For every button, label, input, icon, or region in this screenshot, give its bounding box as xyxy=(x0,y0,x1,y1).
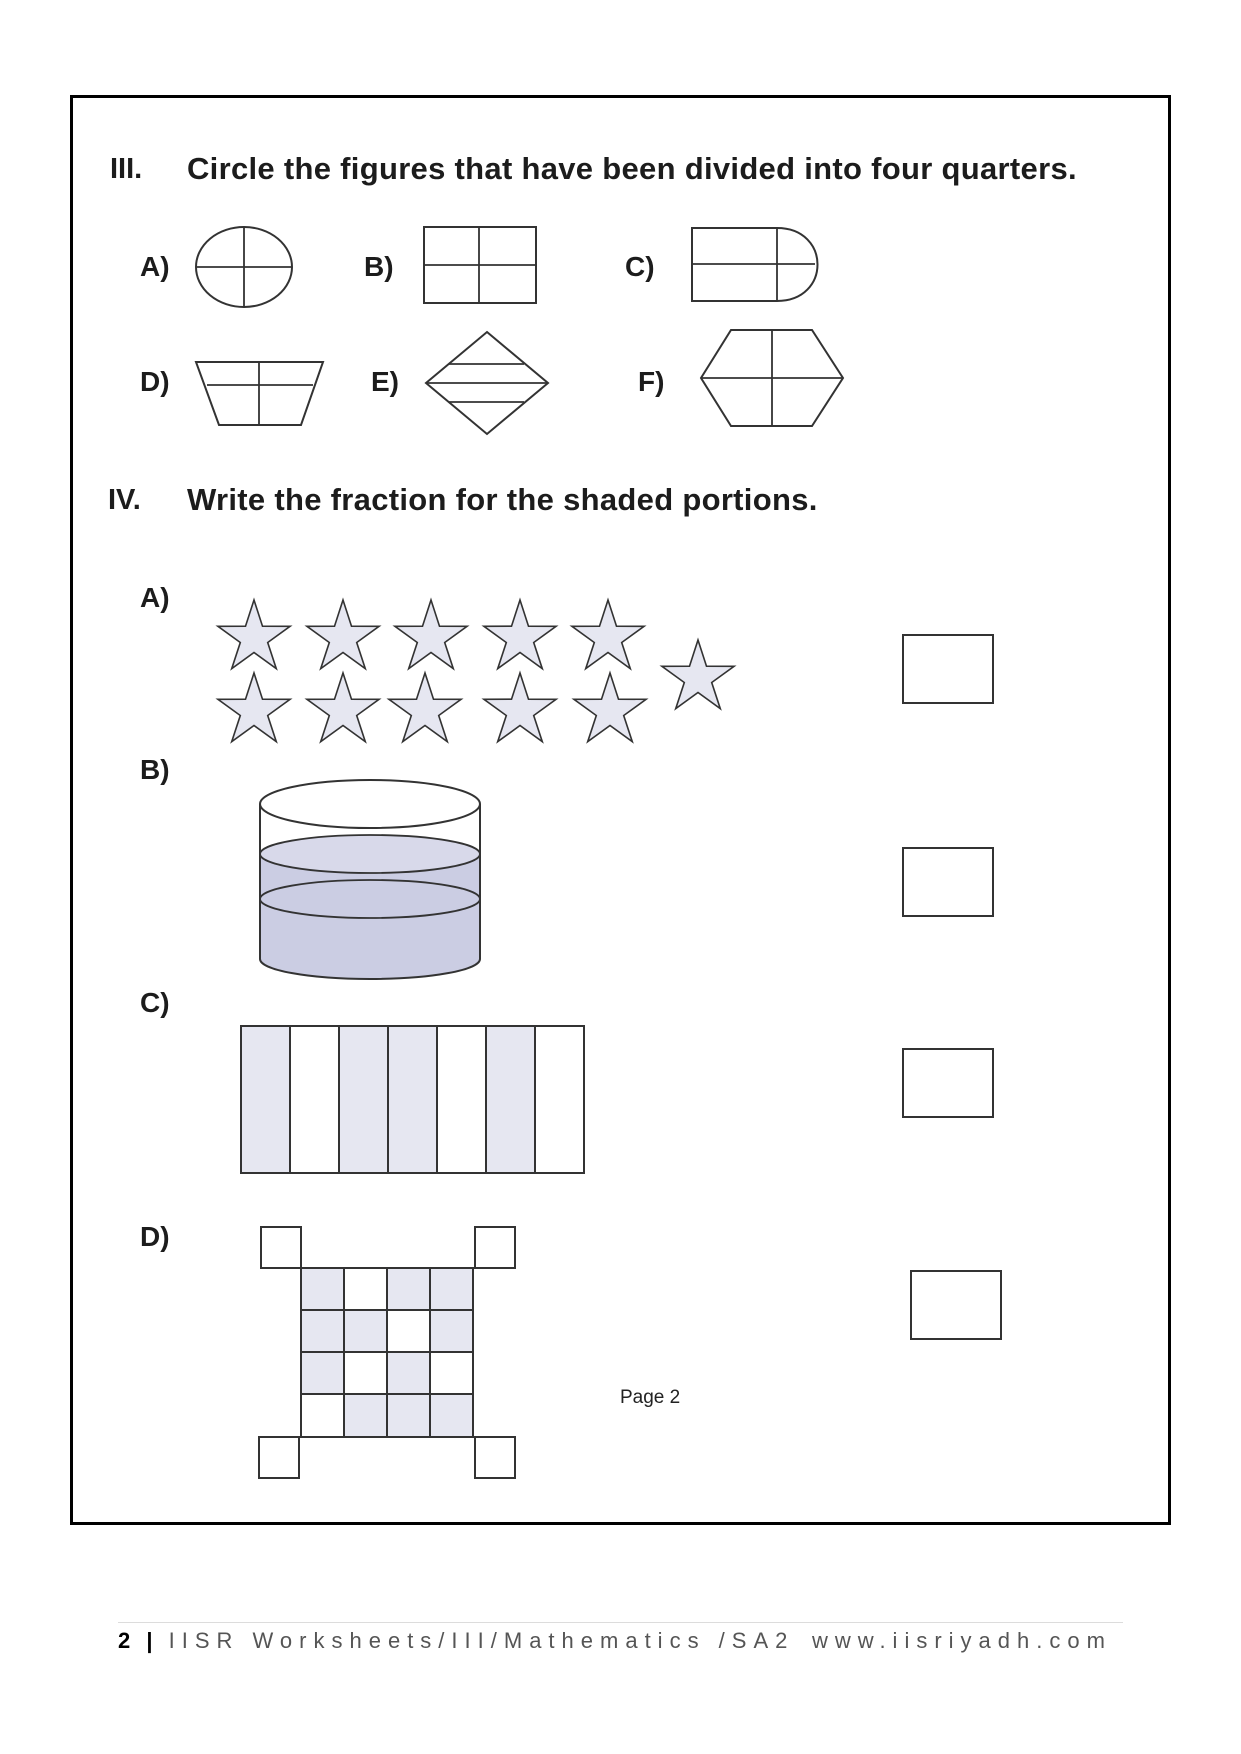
part-b-label: B) xyxy=(140,754,170,785)
footer-path xyxy=(118,1628,794,1654)
option-e-label: E) xyxy=(371,366,399,397)
figure-b-rectangle[interactable] xyxy=(423,226,538,306)
figure-c-half-round[interactable] xyxy=(691,227,831,303)
section4-number: IV. xyxy=(108,484,141,516)
star xyxy=(484,600,556,669)
star xyxy=(395,600,467,669)
grid-cell xyxy=(430,1394,473,1437)
grid-cell xyxy=(430,1310,473,1352)
grid-cell xyxy=(344,1352,387,1394)
grid-cell xyxy=(387,1268,430,1310)
grid-figure xyxy=(256,1224,520,1484)
option-f-label: F) xyxy=(638,366,665,397)
part-d-label: D) xyxy=(140,1221,170,1252)
option-b-label: B) xyxy=(364,251,394,282)
part-a-label: A) xyxy=(140,582,170,613)
strip xyxy=(486,1026,535,1173)
footer-separator: | xyxy=(146,1628,156,1653)
grid-cell xyxy=(387,1310,430,1352)
grid-cell xyxy=(344,1394,387,1437)
strip xyxy=(241,1026,290,1173)
section3-number: III. xyxy=(110,153,143,185)
answer-box-d[interactable] xyxy=(910,1270,1002,1340)
grid-cell xyxy=(430,1352,473,1394)
stars-figure xyxy=(210,598,750,748)
star xyxy=(484,673,556,742)
strip xyxy=(535,1026,584,1173)
corner-square xyxy=(475,1227,515,1268)
cylinder-figure xyxy=(258,778,484,984)
strip xyxy=(339,1026,388,1173)
answer-box-a[interactable] xyxy=(902,634,994,704)
star xyxy=(572,600,644,669)
star xyxy=(389,673,461,742)
grid-cell xyxy=(344,1310,387,1352)
strip xyxy=(290,1026,339,1173)
figure-f-hexagon[interactable] xyxy=(699,328,845,428)
star xyxy=(574,673,646,742)
footer-divider xyxy=(118,1622,1123,1623)
grid-cell xyxy=(430,1268,473,1310)
footer-path-text: IISR Worksheets/III/Mathematics /SA2 xyxy=(168,1628,795,1653)
grid-cell xyxy=(301,1268,344,1310)
star xyxy=(218,673,290,742)
figure-a-circle[interactable] xyxy=(194,225,296,309)
option-d-label: D) xyxy=(140,366,170,397)
star xyxy=(218,600,290,669)
option-a-label: A) xyxy=(140,251,170,282)
grid-cell xyxy=(301,1394,344,1437)
section3-instruction: Circle the figures that have been divided into four quarters. xyxy=(187,151,1077,186)
footer-website[interactable]: www.iisriyadh.com xyxy=(812,1628,1112,1653)
corner-square xyxy=(259,1437,299,1478)
star xyxy=(307,673,379,742)
strips-figure xyxy=(240,1025,586,1175)
grid-cell xyxy=(301,1310,344,1352)
strip xyxy=(388,1026,437,1173)
corner-square xyxy=(475,1437,515,1478)
strip xyxy=(437,1026,486,1173)
figure-d-trapezoid[interactable] xyxy=(195,361,325,427)
corner-square xyxy=(261,1227,301,1268)
grid-cell xyxy=(344,1268,387,1310)
footer-page-number: 2 xyxy=(118,1628,134,1653)
part-c-label: C) xyxy=(140,987,170,1018)
grid-cell xyxy=(387,1394,430,1437)
section4-instruction: Write the fraction for the shaded portions. xyxy=(187,482,818,517)
star xyxy=(662,640,734,709)
grid-cell xyxy=(387,1352,430,1394)
page-label: Page 2 xyxy=(620,1387,681,1408)
star xyxy=(307,600,379,669)
option-c-label: C) xyxy=(625,251,655,282)
grid-cell xyxy=(301,1352,344,1394)
figure-e-diamond[interactable] xyxy=(424,331,550,435)
worksheet-frame xyxy=(70,95,1171,1525)
answer-box-c[interactable] xyxy=(902,1048,994,1118)
answer-box-b[interactable] xyxy=(902,847,994,917)
